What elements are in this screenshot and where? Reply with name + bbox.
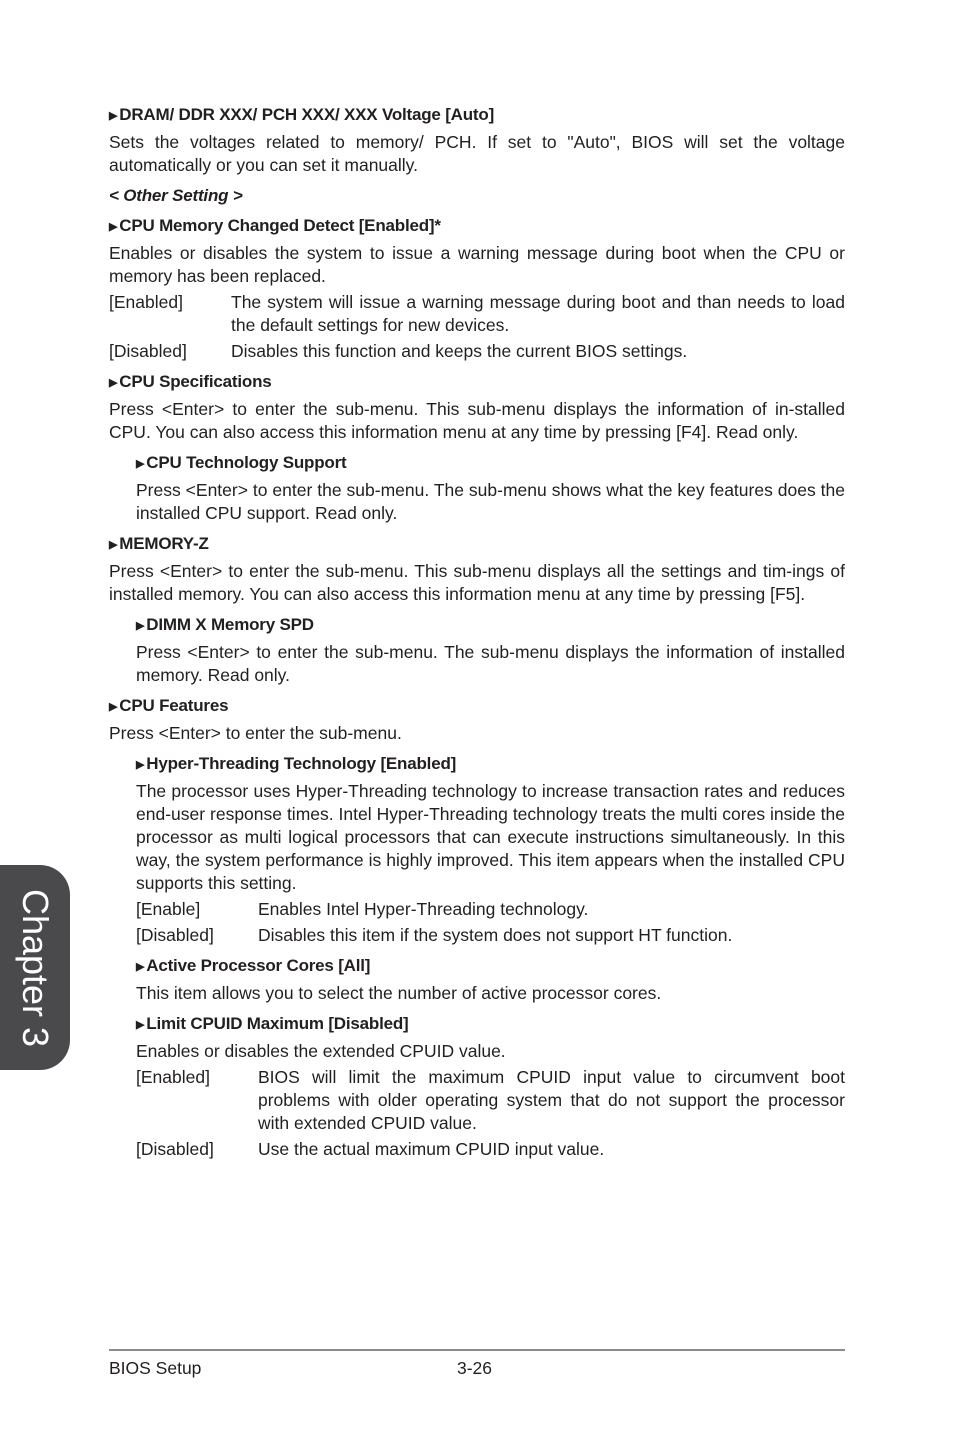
heading-cpu-features: ▶ CPU Features — [109, 696, 229, 715]
desc-memory-z: Press <Enter> to enter the sub-menu. This sub-menu displays all the settings and tim-ings of installed memory. You can also access this information menu at any time by pressing [F5]. — [109, 561, 845, 604]
heading-cpu-memory-changed-detect: ▶ CPU Memory Changed Detect [Enabled]* — [109, 216, 441, 235]
desc-cpu-features: Press <Enter> to enter the sub-menu. — [109, 723, 402, 743]
option-value: Enables Intel Hyper-Threading technology. — [258, 899, 589, 919]
heading-hyper-threading: ▶ Hyper-Threading Technology [Enabled] — [136, 754, 457, 773]
heading-cpu-technology-support: ▶ CPU Technology Support — [136, 453, 347, 472]
triangle-right-icon: ▶ — [136, 961, 145, 973]
option-row — [109, 291, 845, 337]
option-value: The system will issue a warning message during boot and than needs to load the default settings for new devices. — [231, 292, 845, 335]
option-key: [Disabled] — [136, 1139, 214, 1159]
heading-dram-voltage: ▶ DRAM/ DDR XXX/ PCH XXX/ XXX Voltage [Auto] — [109, 105, 495, 124]
subsection-dimm-spd — [109, 614, 845, 687]
footer-section-title: BIOS Setup — [109, 1358, 202, 1378]
desc-active-processor-cores: This item allows you to select the number of active processor cores. — [136, 983, 662, 1003]
page-content — [109, 104, 845, 1164]
desc-cpu-technology-support: Press <Enter> to enter the sub-menu. The sub-menu shows what the key features does the installed CPU support. Read only. — [136, 480, 845, 523]
option-value: Disables this function and keeps the current BIOS settings. — [231, 341, 688, 361]
desc-cpu-specifications: Press <Enter> to enter the sub-menu. This sub-menu displays the information of in-stalled CPU. You can also access this information menu at any time by pressing [F4]. Read only. — [109, 399, 845, 442]
chapter-tab — [0, 865, 70, 1070]
desc-cpu-memory-changed-detect: Enables or disables the system to issue a warning message during boot when the CPU or memory has been replaced. — [109, 243, 845, 286]
triangle-right-icon: ▶ — [109, 701, 118, 713]
option-value: BIOS will limit the maximum CPUID input value to circumvent boot problems with older operating system that do not support the processor with extended CPUID value. — [258, 1067, 845, 1133]
option-value: Disables this item if the system does not support HT function. — [258, 925, 733, 945]
option-row — [136, 924, 845, 947]
desc-dimm-memory-spd: Press <Enter> to enter the sub-menu. The sub-menu displays the information of installed memory. Read only. — [136, 642, 845, 685]
option-value: Use the actual maximum CPUID input value. — [258, 1139, 605, 1159]
triangle-right-icon: ▶ — [136, 1019, 145, 1031]
footer-divider — [109, 1349, 845, 1351]
option-row — [136, 898, 845, 921]
page-number: 3-26 — [457, 1358, 493, 1378]
heading-cpu-specifications: ▶ CPU Specifications — [109, 372, 272, 391]
option-key: [Enabled] — [109, 292, 183, 312]
triangle-right-icon: ▶ — [136, 458, 145, 470]
triangle-right-icon: ▶ — [136, 759, 145, 771]
chapter-label: Chapter 3 — [15, 888, 56, 1047]
option-key: [Disabled] — [136, 925, 214, 945]
subsection-cpu-features — [109, 753, 845, 1161]
triangle-right-icon: ▶ — [109, 110, 118, 122]
triangle-right-icon: ▶ — [109, 377, 118, 389]
desc-hyper-threading: The processor uses Hyper-Threading technology to increase transaction rates and reduces end-user response times. Intel Hyper-Threading technology treats the multi cores inside the processor as multi logical processors that can execute instructions simultaneously. In this way, the system performance is highly improved. This item appears when the installed CPU supports this setting. — [136, 781, 845, 893]
heading-active-processor-cores: ▶ Active Processor Cores [All] — [136, 956, 371, 975]
desc-limit-cpuid: Enables or disables the extended CPUID value. — [136, 1041, 506, 1061]
option-row — [136, 1138, 845, 1161]
heading-other-setting: < Other Setting > — [109, 186, 243, 205]
option-key: [Enabled] — [136, 1067, 210, 1087]
option-row — [109, 340, 845, 363]
heading-memory-z: ▶ MEMORY-Z — [109, 534, 209, 553]
option-row — [136, 1066, 845, 1135]
option-key: [Enable] — [136, 899, 201, 919]
triangle-right-icon: ▶ — [109, 539, 118, 551]
option-key: [Disabled] — [109, 341, 187, 361]
triangle-right-icon: ▶ — [109, 221, 118, 233]
heading-dimm-memory-spd: ▶ DIMM X Memory SPD — [136, 615, 314, 634]
triangle-right-icon: ▶ — [136, 620, 145, 632]
subsection-cpu-technology — [109, 452, 845, 525]
desc-dram-voltage: Sets the voltages related to memory/ PCH. If set to "Auto", BIOS will set the voltage automatically or you can set it manually. — [109, 132, 845, 175]
heading-limit-cpuid: ▶ Limit CPUID Maximum [Disabled] — [136, 1014, 409, 1033]
